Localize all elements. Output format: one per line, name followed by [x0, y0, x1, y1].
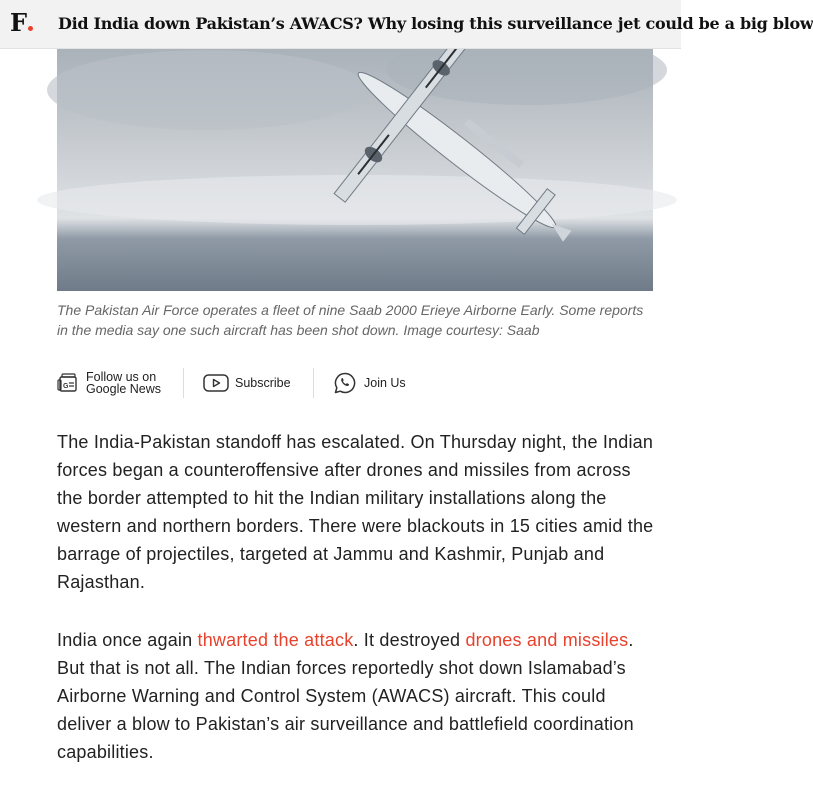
subscribe-label: Subscribe	[235, 376, 291, 390]
divider	[183, 368, 184, 398]
whatsapp-join-button[interactable]	[333, 368, 406, 398]
follow-bar	[57, 368, 653, 398]
logo-letter: F	[10, 8, 28, 37]
article-paragraph-1: The India-Pakistan standoff has escalated. On Thursday night, the Indian forces began a counteroffensive after drones and missiles from across the border attempted to hit the Indian military installations along the western and northern borders. There were blackouts in 15 cities amid the barrage of projectiles, targeted at Jammu and Kashmir, Punjab and Rajasthan.	[57, 432, 654, 592]
site-logo[interactable]	[10, 9, 33, 37]
logo-dot	[28, 26, 33, 31]
thwarted-attack-link[interactable]: thwarted the attack	[197, 630, 354, 650]
google-news-label	[86, 371, 161, 395]
article-body	[57, 428, 657, 796]
join-us-label: Join Us	[364, 376, 406, 390]
divider	[313, 368, 314, 398]
image-caption: The Pakistan Air Force operates a fleet of nine Saab 2000 Erieye Airborne Early. Some reports in the media say one such aircraft has been shot down. Image courtesy: Saab	[57, 302, 644, 338]
paragraph-2-text-a: India once again	[57, 630, 198, 650]
youtube-subscribe-button[interactable]	[203, 368, 291, 398]
page-headline: Did India down Pakistan’s AWACS? Why losing this surveillance jet could be a big blow	[58, 14, 813, 33]
whatsapp-icon	[333, 371, 357, 395]
svg-text:G: G	[63, 383, 69, 390]
google-news-follow-button[interactable]	[57, 368, 161, 398]
top-bar	[0, 0, 813, 49]
youtube-icon	[203, 373, 229, 393]
google-news-label-line1: Follow us on	[86, 370, 157, 384]
google-news-icon	[57, 372, 79, 394]
google-news-label-line2: Google News	[86, 382, 162, 396]
article-paragraph-2	[57, 626, 657, 766]
paragraph-2-text-c: . But that is not all. The Indian forces reportedly shot down Islamabad’s Airborne Warning and Control System (AWACS) aircraft. This could deliver a blow to Pakistan’s air surveillance and battlefield coordination capabilities.	[57, 630, 634, 762]
paragraph-2-text-b: . It destroyed	[353, 630, 466, 650]
drones-missiles-link[interactable]: drones and missiles	[465, 630, 629, 650]
